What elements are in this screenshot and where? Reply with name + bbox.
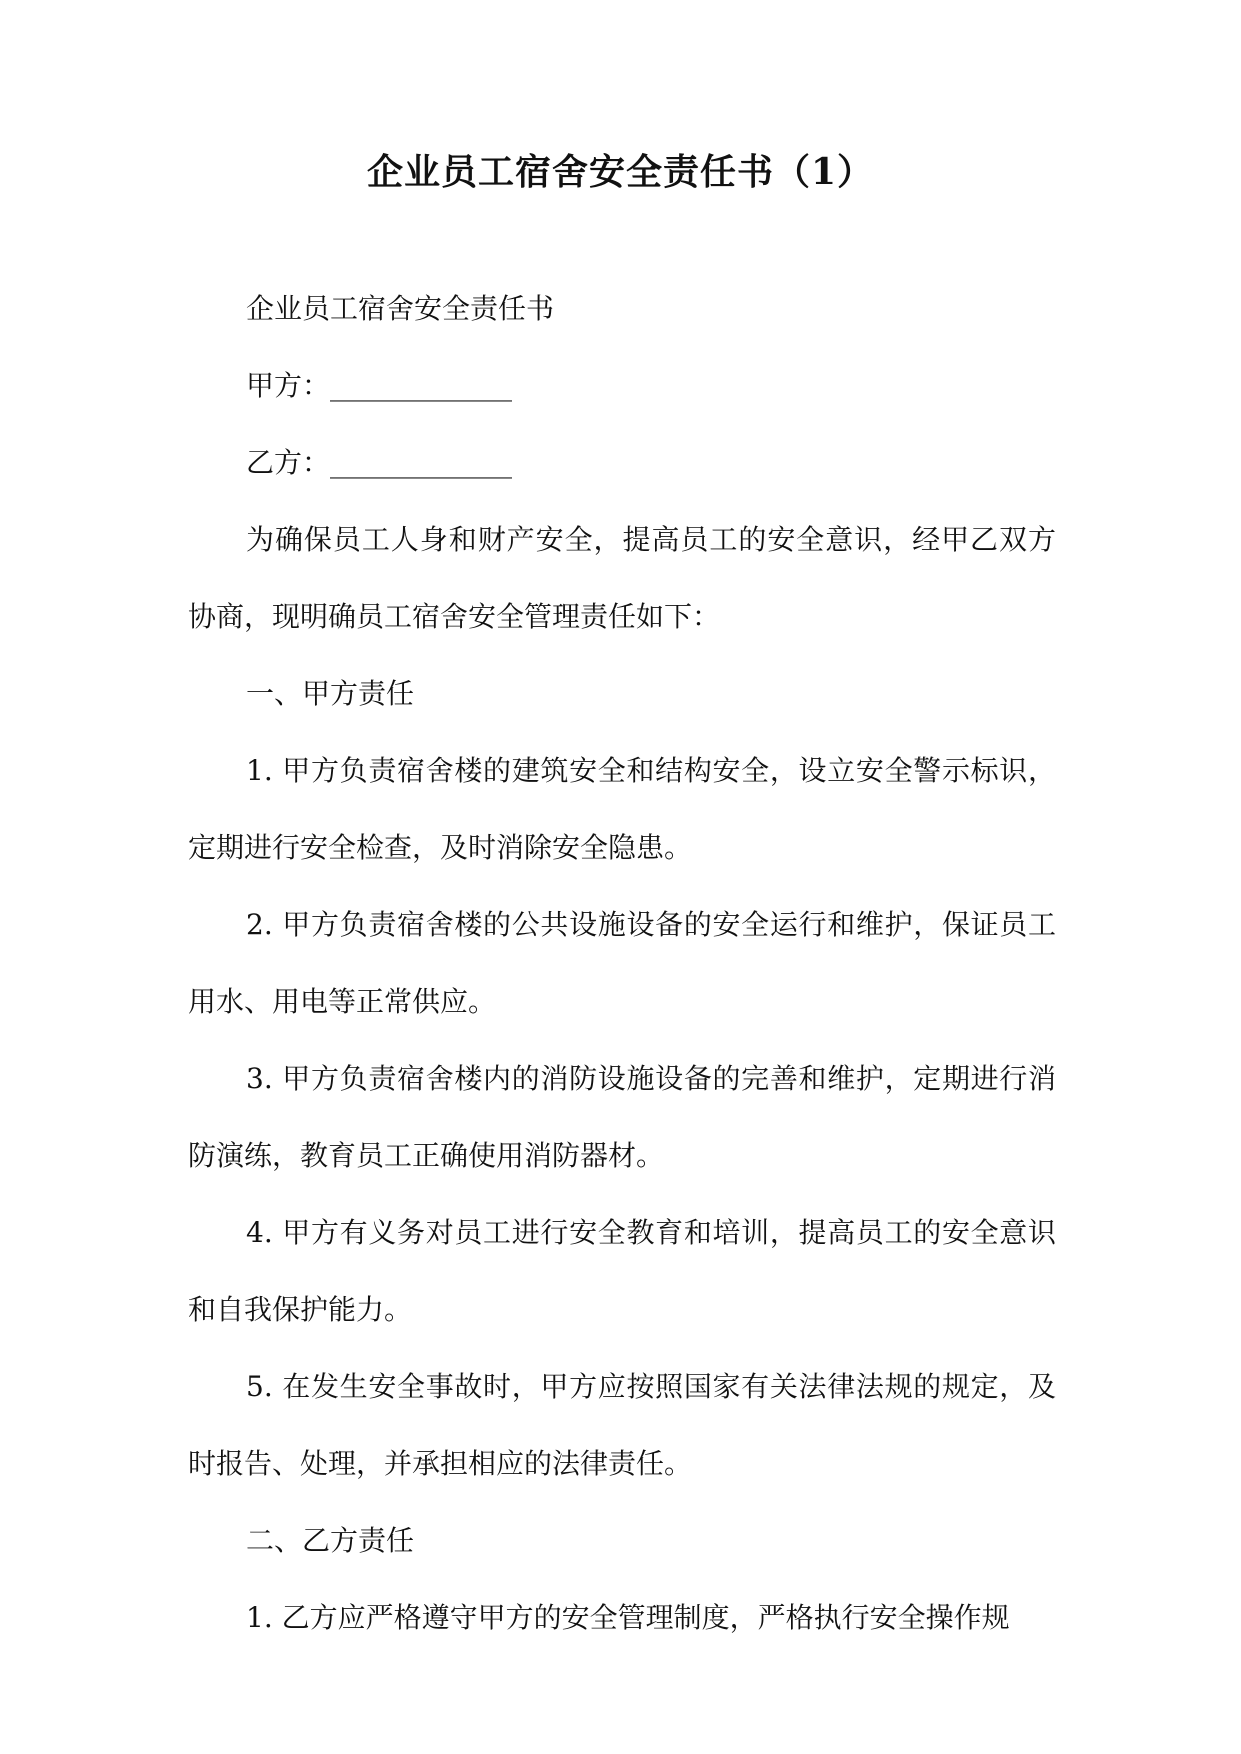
section-heading-party-a: 一、甲方责任 <box>246 677 415 710</box>
section-heading-party-b: 二、乙方责任 <box>246 1524 415 1557</box>
party-a-line: 甲方：_____________ <box>246 369 513 402</box>
document-body <box>188 270 1056 1656</box>
party-b-line: 乙方：_____________ <box>246 446 513 479</box>
party-a-clause-4: 4. 甲方有义务对员工进行安全教育和培训，提高员工的安全意识和自我保护能力。 <box>188 1216 1056 1326</box>
intro-paragraph: 为确保员工人身和财产安全，提高员工的安全意识，经甲乙双方协商，现明确员工宿舍安全管理责任如下： <box>188 523 1056 633</box>
party-a-clause-1: 1. 甲方负责宿舍楼的建筑安全和结构安全，设立安全警示标识，定期进行安全检查，及时消除安全隐患。 <box>188 754 1056 864</box>
party-a-clause-3: 3. 甲方负责宿舍楼内的消防设施设备的完善和维护，定期进行消防演练，教育员工正确使用消防器材。 <box>188 1062 1056 1172</box>
party-a-clause-5: 5. 在发生安全事故时，甲方应按照国家有关法律法规的规定，及时报告、处理，并承担相应的法律责任。 <box>188 1370 1056 1480</box>
heading-subtitle: 企业员工宿舍安全责任书 <box>246 292 555 325</box>
party-b-clause-1: 1. 乙方应严格遵守甲方的安全管理制度，严格执行安全操作规 <box>246 1601 1010 1634</box>
party-a-clause-2: 2. 甲方负责宿舍楼的公共设施设备的安全运行和维护，保证员工用水、用电等正常供应。 <box>188 908 1056 1018</box>
document-title: 企业员工宿舍安全责任书（1） <box>366 151 875 193</box>
